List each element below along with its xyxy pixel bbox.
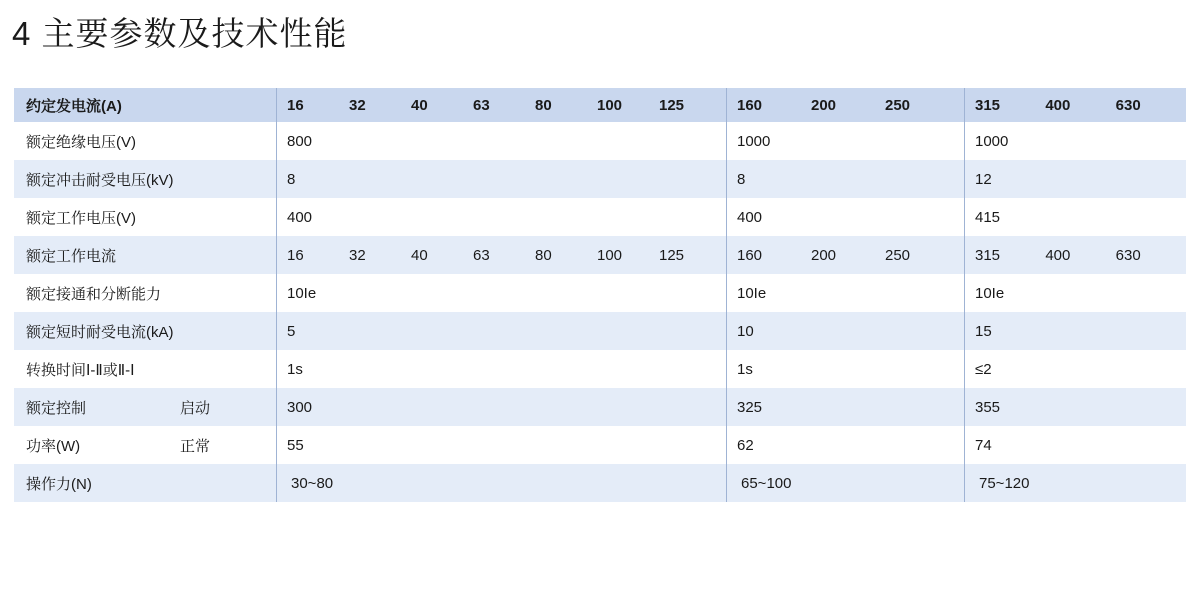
- row-label-split: [14, 388, 276, 426]
- row-label: 转换时间Ⅰ-Ⅱ或Ⅱ-Ⅰ: [26, 361, 135, 379]
- cell-value: 12: [975, 170, 992, 188]
- cell-value: 65~100: [741, 474, 792, 492]
- row-group1-cell: [276, 464, 726, 502]
- header-value: 160: [737, 96, 763, 114]
- cell-value: 62: [737, 436, 754, 454]
- row-label: 额定冲击耐受电压(kV): [26, 171, 174, 189]
- cell-value: 74: [975, 436, 992, 454]
- row-label: 额定绝缘电压(V): [26, 133, 136, 151]
- row-group3-cell: [964, 160, 1186, 198]
- row-group1-cell: [276, 274, 726, 312]
- cell-value: 400: [1045, 246, 1071, 264]
- table-row: [14, 426, 1186, 464]
- row-group2-cell: [726, 198, 964, 236]
- row-group2-cell: [726, 160, 964, 198]
- row-group1-cell: [276, 160, 726, 198]
- header-value: 250: [885, 96, 911, 114]
- row-group1-cell: [276, 312, 726, 350]
- row-label: 操作力(N): [26, 475, 92, 493]
- row-label-cell: [14, 426, 276, 464]
- header-value: 16: [287, 96, 304, 114]
- row-label-cell: [14, 198, 276, 236]
- header-group1-cell: [276, 88, 726, 122]
- row-label-cell: [14, 274, 276, 312]
- row-group3-cell: [964, 236, 1186, 274]
- cell-value: 8: [737, 170, 746, 188]
- row-group3-cell: [964, 464, 1186, 502]
- header-group2-cell: [726, 88, 964, 122]
- row-group3-cell: [964, 122, 1186, 160]
- header-group3-cell: [964, 88, 1186, 122]
- row-group1-cell: [276, 236, 726, 274]
- header-label: 约定发电流(A): [26, 97, 122, 115]
- specification-table: [14, 88, 1186, 502]
- cell-value: 80: [535, 246, 552, 264]
- row-group3-cell: [964, 198, 1186, 236]
- cell-value: 355: [975, 398, 1001, 416]
- row-group1-cell: [276, 426, 726, 464]
- cell-value: 63: [473, 246, 490, 264]
- table-row: [14, 236, 1186, 274]
- row-group2-cell: [726, 350, 964, 388]
- cell-value: 40: [411, 246, 428, 264]
- cell-value: 55: [287, 436, 304, 454]
- header-value: 200: [811, 96, 837, 114]
- header-label-cell: [14, 88, 276, 122]
- row-label-cell: [14, 350, 276, 388]
- cell-value: 415: [975, 208, 1001, 226]
- cell-value: 10Ie: [737, 284, 767, 302]
- cell-value: 75~120: [979, 474, 1030, 492]
- row-group2-cell: [726, 236, 964, 274]
- cell-value: 160: [737, 246, 763, 264]
- row-group3-cell: [964, 350, 1186, 388]
- table-row: [14, 388, 1186, 426]
- header-value: 80: [535, 96, 552, 114]
- table-row: [14, 122, 1186, 160]
- cell-value: 1s: [737, 360, 753, 378]
- spec-table-container: [14, 88, 1186, 502]
- table-row: [14, 160, 1186, 198]
- cell-value: 1s: [287, 360, 303, 378]
- cell-value: 15: [975, 322, 992, 340]
- row-group1-cell: [276, 350, 726, 388]
- row-group3-cell: [964, 426, 1186, 464]
- cell-value: 1000: [737, 132, 771, 150]
- row-sublabel: 启动: [180, 399, 211, 417]
- cell-value: 100: [597, 246, 623, 264]
- cell-value: 8: [287, 170, 296, 188]
- row-label: 额定工作电压(V): [26, 209, 136, 227]
- row-group2-cell: [726, 426, 964, 464]
- row-group3-cell: [964, 388, 1186, 426]
- table-row: [14, 274, 1186, 312]
- header-value: 630: [1115, 96, 1141, 114]
- row-group1-cell: [276, 122, 726, 160]
- cell-value: 16: [287, 246, 304, 264]
- cell-value: 400: [737, 208, 763, 226]
- row-label-split: [14, 426, 276, 464]
- header-value: 125: [659, 96, 685, 114]
- cell-value: 630: [1115, 246, 1141, 264]
- cell-value: 1000: [975, 132, 1009, 150]
- row-label-cell: [14, 122, 276, 160]
- header-value: 32: [349, 96, 366, 114]
- cell-value: 30~80: [291, 474, 334, 492]
- row-label-cell: [14, 312, 276, 350]
- row-group3-cell: [964, 312, 1186, 350]
- row-label: 额定短时耐受电流(kA): [26, 323, 174, 341]
- row-label: 额定控制: [26, 399, 87, 417]
- row-group1-cell: [276, 198, 726, 236]
- cell-value: 800: [287, 132, 313, 150]
- row-label: 额定工作电流: [26, 247, 117, 265]
- cell-value: ≤2: [975, 360, 992, 378]
- cell-value: 325: [737, 398, 763, 416]
- table-row: [14, 464, 1186, 502]
- row-label-cell: [14, 464, 276, 502]
- cell-value: 10: [737, 322, 754, 340]
- header-value: 315: [975, 96, 1001, 114]
- row-group2-cell: [726, 122, 964, 160]
- cell-value: 32: [349, 246, 366, 264]
- cell-value: 10Ie: [287, 284, 317, 302]
- table-row: [14, 350, 1186, 388]
- cell-value: 300: [287, 398, 313, 416]
- row-label-cell: [14, 388, 276, 426]
- cell-value: 250: [885, 246, 911, 264]
- header-value: 63: [473, 96, 490, 114]
- row-group3-cell: [964, 274, 1186, 312]
- cell-value: 400: [287, 208, 313, 226]
- row-label-cell: [14, 236, 276, 274]
- cell-value: 315: [975, 246, 1001, 264]
- row-group1-cell: [276, 388, 726, 426]
- table-row: [14, 312, 1186, 350]
- table-header-row: [14, 88, 1186, 122]
- page-title: 4 主要参数及技术性能: [12, 15, 348, 52]
- header-value: 400: [1045, 96, 1071, 114]
- row-sublabel: 正常: [180, 437, 211, 455]
- header-value: 100: [597, 96, 623, 114]
- cell-value: 10Ie: [975, 284, 1005, 302]
- table-row: [14, 198, 1186, 236]
- row-label-cell: [14, 160, 276, 198]
- cell-value: 125: [659, 246, 685, 264]
- row-group2-cell: [726, 464, 964, 502]
- cell-value: 5: [287, 322, 296, 340]
- row-label: 额定接通和分断能力: [26, 285, 162, 303]
- row-group2-cell: [726, 274, 964, 312]
- cell-value: 200: [811, 246, 837, 264]
- header-value: 40: [411, 96, 428, 114]
- row-group2-cell: [726, 312, 964, 350]
- row-group2-cell: [726, 388, 964, 426]
- row-label: 功率(W): [26, 437, 81, 455]
